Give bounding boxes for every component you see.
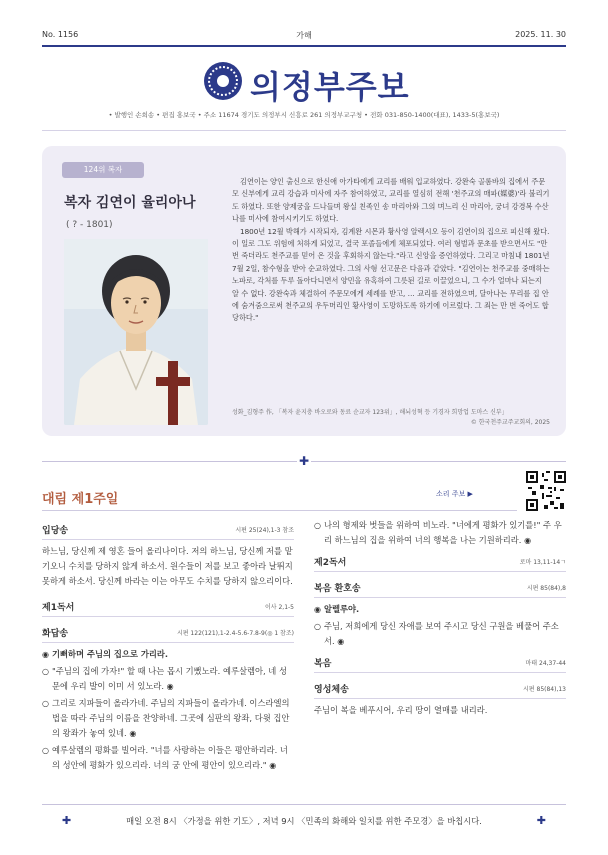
verse-mark-icon: ○: [42, 746, 49, 755]
image-credit: [232, 408, 550, 428]
first-reading-header: [42, 595, 294, 617]
section-title: 복음 환호송: [314, 584, 361, 594]
prayer-reminder-text: 매일 오전 8시 〈가정을 위한 기도〉, 저녁 9시 〈민족의 화해와 일치를 위한 주모경〉을 바칩시다.: [126, 816, 482, 826]
publisher-info: • 발행인 손희송 • 편집 홍보국 • 주소 11674 경기도 의정부시 신흥로 261 의정부교구청 • 전화 031-850-1400(대표), 1433-5(홍보국): [108, 111, 500, 119]
psalm-verse: [42, 696, 294, 741]
liturgy-column-left: [42, 518, 294, 775]
psalm-verse: [42, 743, 294, 773]
section-reference: 마태 24,37-44: [525, 660, 566, 667]
section-title: 제1독서: [42, 603, 75, 613]
cross-icon: ✚: [536, 814, 546, 827]
second-reading-header: [314, 550, 566, 572]
header-meta: [42, 30, 566, 44]
verse-mark-icon: ○: [42, 667, 49, 676]
credit-copyright: © 한국천주교주교회의, 2025: [470, 419, 550, 426]
psalm-verse: [42, 664, 294, 694]
liturgy-column-right: [314, 518, 566, 724]
verse-mark-icon: ○: [314, 622, 321, 631]
section-reference: 시편 25(24),1-3 참조: [235, 527, 294, 534]
bio-paragraph: 1800년 12월 박해가 시작되자, 김계완 시몬과 황사영 알렉시오 등이 김연이의 집으로 피신해 왔다. 이 일로 그도 위험에 처하게 되었고, 결국 포졸들에게 체포되었다. 여러 형벌과 문초를 받으면서도 "만 번 죽더라도 천주교를 믿어 온 것을 후회하지 않는다."라고 신앙을 증언하였다. 그리고 마침내 1801년 7월 2일, 참수형을 받아 순교하였다. 그의 사형 선고문은 다음과 같았다. "김연이는 천주교를 중매하는 노파로, 각처를 두루 돌아다니면서 양민을 유혹하여 그릇된 길로 이끌었으니, 그 수가 얼마나 되는지 알 수 없다. 강완숙과 체결하여 주문모에게 세례를 받고, … 교리를 전하였으며, 달아나는 무리를 집 안에 숨겨줌으로써 천주교의 우두머리인 황사영이 도망하도록 하기에 이르렀다. 그 죄는 만 번 죽어도 합당하다.": [232, 226, 550, 323]
saint-portrait: [64, 239, 208, 425]
saint-feature: [42, 146, 566, 436]
section-title: 복음: [314, 659, 332, 669]
verse-text: 주님, 저희에게 당신 자애를 보여 주시고 당신 구원을 베풀어 주소서.: [324, 621, 559, 646]
issue-number: No. 1156: [42, 30, 79, 39]
section-reference: 로마 13,11-14ㄱ: [519, 559, 566, 566]
response-mark-icon: ◉: [314, 605, 321, 614]
masthead: [0, 56, 608, 106]
liturgical-year: 가해: [296, 31, 312, 40]
audio-bulletin-link[interactable]: 소리 주보 ▶: [436, 490, 473, 498]
acclamation-verse: [314, 619, 566, 649]
issue-date: 2025. 11. 30: [515, 30, 566, 39]
section-title: 영성체송: [314, 685, 349, 695]
section-reference: 시편 85(84),13: [523, 686, 566, 693]
saint-badge: 124위 복자: [62, 162, 144, 178]
response-mark-icon: ◉: [269, 761, 277, 770]
gospel-header: [314, 651, 566, 673]
response-text: 알렐루야.: [324, 604, 360, 614]
verse-text: 예루살렘의 평화를 빌어라. "너를 사랑하는 이들은 평안하리라. 너의 성안에 평화가 있으리라. 너의 궁 안에 평안이 있으리라.": [52, 745, 288, 770]
saint-biography: [232, 176, 550, 325]
section-title: 입당송: [42, 526, 69, 536]
header-rule: [42, 45, 566, 47]
verse-text: 그리로 지파들이 올라가네. 주님의 지파들이 올라가네. 이스라엘의 법을 따라 주님의 이름을 찬양하네. 그곳에 심판의 왕좌, 다윗 집안의 왕좌가 놓여 있네.: [52, 698, 290, 738]
week-title: 대림 제1주일: [42, 492, 119, 507]
saint-years: ( ? - 1801): [66, 220, 113, 230]
response-mark-icon: ◉: [42, 650, 49, 659]
response-mark-icon: ◉: [129, 729, 137, 738]
psalm-header: [42, 621, 294, 643]
section-reference: 시편 85(84),8: [526, 585, 566, 592]
section-reference: 이사 2,1-5: [264, 604, 294, 611]
section-title: 화답송: [42, 629, 69, 639]
section-reference: 시편 122(121),1-2.4-5.6-7.8-9(◎ 1 참조): [176, 630, 294, 637]
footer-rule: [42, 804, 566, 805]
verse-mark-icon: ○: [314, 521, 321, 530]
section-title: 제2독서: [314, 558, 347, 568]
acclamation-response: [314, 602, 566, 617]
response-mark-icon: ◉: [337, 637, 345, 646]
prayer-reminder: [42, 812, 566, 830]
credit-artwork: 성화_김형주 作, 「복자 윤지충 바오로와 동료 순교자 123위」, 해뇌성혁 등 기경자 희망업 도마스 신부」: [232, 409, 508, 416]
psalm-verse: [314, 518, 566, 548]
divider-cross-icon: ✚: [298, 454, 310, 468]
saint-name: 복자 김연이 율리아나: [64, 195, 196, 211]
psalm-response: [42, 647, 294, 662]
info-rule: [42, 130, 566, 131]
gospel-acclamation-header: [314, 576, 566, 598]
verse-text: "주님의 집에 가자!" 할 때 나는 몹시 기뻤노라. 예루살렘아, 네 성문에 우리 발이 이미 서 있노라.: [52, 666, 287, 691]
bio-paragraph: 김연이는 양인 출신으로 한신애 아가타에게 교리를 배워 입교하였다. 강완숙 골롬바의 집에서 주문모 신부에게 교리 강습과 미사에 자주 참여하였고, 교리를 열심히 전해 '천주교의 매파(媒婆)'라 불리기도 하였다. 또한 양제궁을 드나들며 왕실 친족인 송 마리아와 그의 며느리 신 마리아, 궁녀 강경복 수산나를 미사에 참여시키기도 하였다.: [232, 177, 550, 224]
response-text: 기뻐하며 주님의 집으로 가리라.: [52, 649, 169, 659]
diocese-logo-icon: [204, 62, 242, 100]
response-mark-icon: ◉: [524, 536, 532, 545]
communion-antiphon-text: 주님이 복을 베푸시어, 우리 땅이 열매를 내리라.: [314, 705, 488, 715]
bulletin-title: 의정부주보: [250, 68, 410, 106]
verse-mark-icon: ○: [42, 699, 49, 708]
entrance-antiphon-header: [42, 518, 294, 540]
communion-antiphon-header: [314, 677, 566, 699]
week-rule: [42, 510, 517, 511]
entrance-antiphon-text: 하느님, 당신께 제 영혼 들어 올리나이다. 저의 하느님, 당신께 저를 맡기오니 수치를 당하지 않게 하소서. 원수들이 저를 보고 좋아라 날뛰지 못하게 하소서. 당신께 바라는 이는 아무도 수치를 당하지 않으리이다.: [42, 546, 293, 586]
qr-code-icon[interactable]: [526, 471, 566, 511]
verse-text: 나의 형제와 벗들을 위하여 비노라. "너에게 평화가 있기를!" 주 우리 하느님의 집을 위하여 너의 행복을 나는 기원하리라.: [324, 520, 562, 545]
response-mark-icon: ◉: [166, 682, 174, 691]
cross-icon: ✚: [62, 814, 72, 827]
